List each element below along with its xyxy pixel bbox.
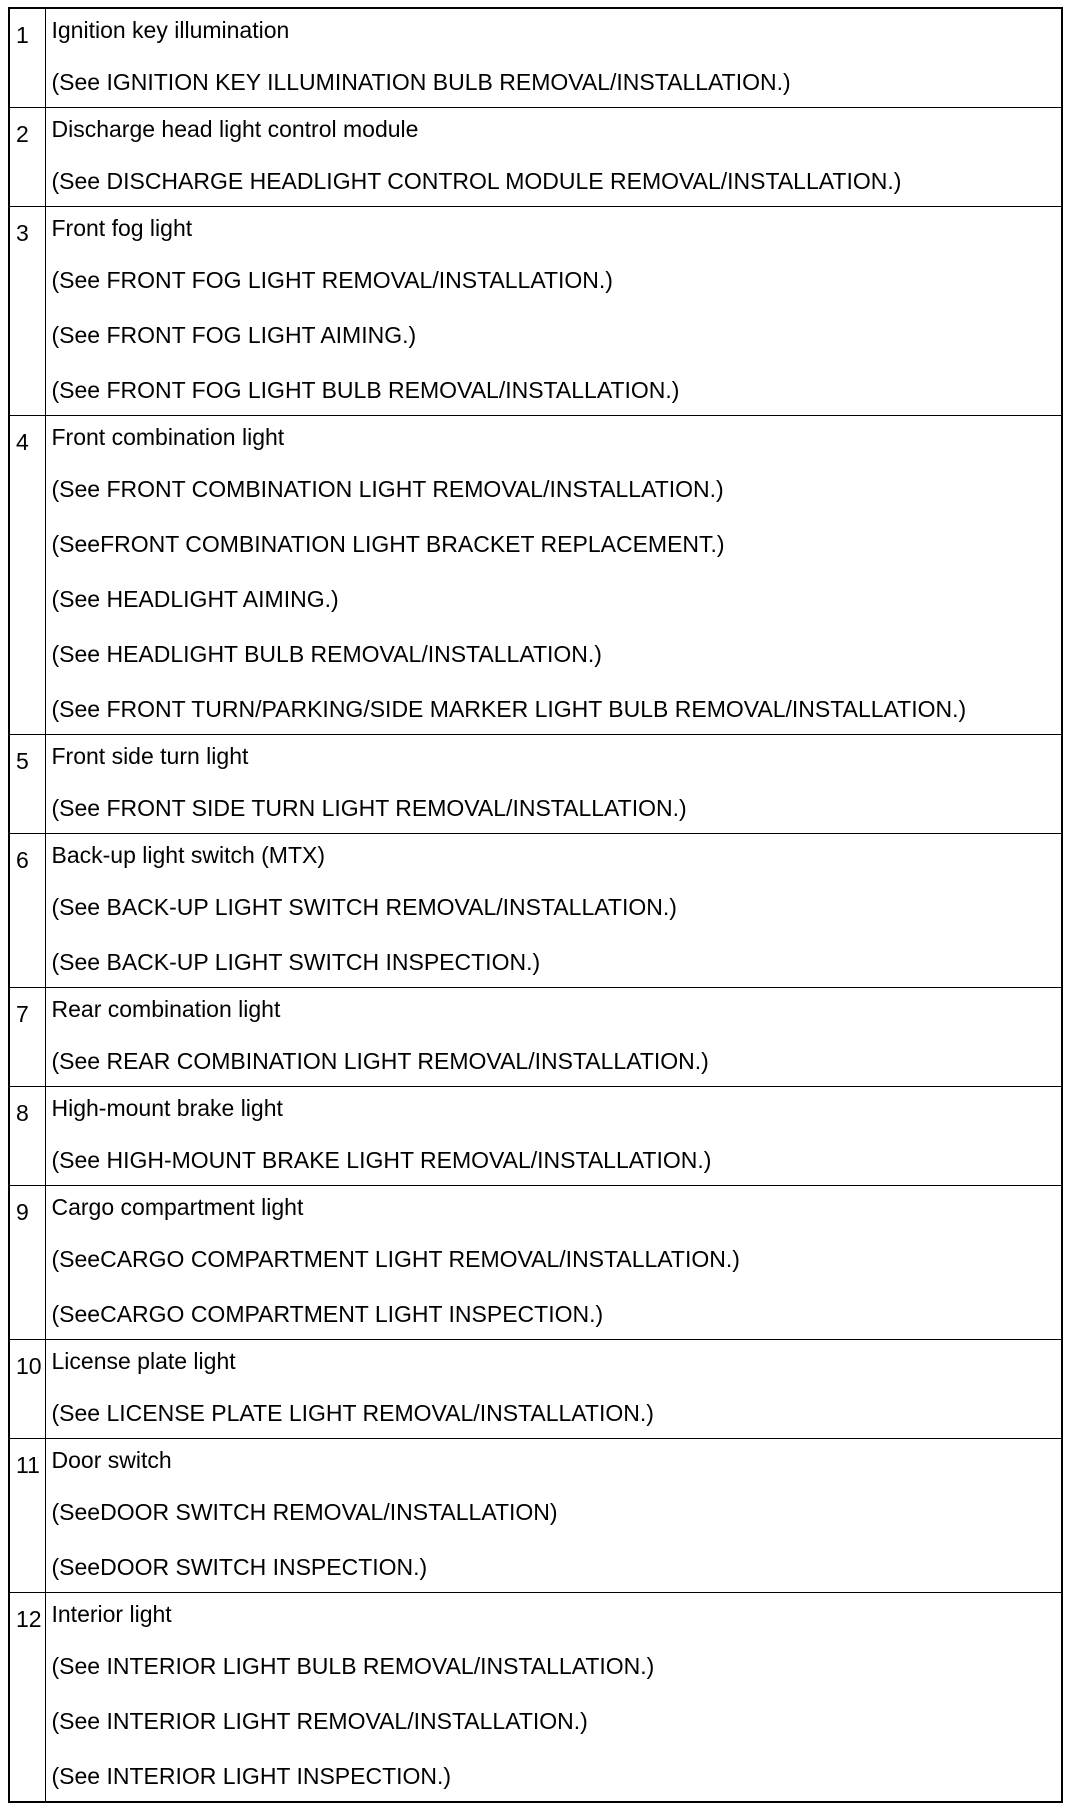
procedure-reference: (See DISCHARGE HEADLIGHT CONTROL MODULE REMOVAL/INSTALLATION.) [51, 168, 902, 194]
table-row [9, 1439, 1062, 1593]
procedure-reference: (See REAR COMBINATION LIGHT REMOVAL/INSTALLATION.) [51, 1048, 709, 1074]
item-name: Interior light [51, 1601, 172, 1627]
procedure-reference: (See FRONT FOG LIGHT BULB REMOVAL/INSTALLATION.) [51, 377, 680, 403]
table-row [9, 416, 1062, 735]
item-description-cell [45, 8, 1062, 108]
table-row [9, 1186, 1062, 1340]
item-name: Front side turn light [51, 743, 249, 769]
item-number: 12 [9, 1593, 45, 1803]
item-description-cell [45, 1593, 1062, 1803]
table-row [9, 207, 1062, 416]
item-name: Front combination light [51, 424, 285, 450]
procedure-reference: (See BACK-UP LIGHT SWITCH REMOVAL/INSTALLATION.) [51, 894, 677, 920]
item-description-cell [45, 1340, 1062, 1439]
table-row [9, 108, 1062, 207]
item-number: 5 [9, 735, 45, 834]
item-number: 3 [9, 207, 45, 416]
item-description-cell [45, 834, 1062, 988]
item-name: Cargo compartment light [51, 1194, 304, 1220]
procedure-reference: (See IGNITION KEY ILLUMINATION BULB REMOVAL/INSTALLATION.) [51, 69, 791, 95]
item-number: 1 [9, 8, 45, 108]
procedure-reference: (See FRONT FOG LIGHT AIMING.) [51, 322, 417, 348]
item-number: 4 [9, 416, 45, 735]
item-number: 8 [9, 1087, 45, 1186]
item-name: License plate light [51, 1348, 236, 1374]
item-description-cell [45, 1087, 1062, 1186]
procedure-reference: (See HIGH-MOUNT BRAKE LIGHT REMOVAL/INSTALLATION.) [51, 1147, 712, 1173]
item-number: 10 [9, 1340, 45, 1439]
procedure-reference: (SeeCARGO COMPARTMENT LIGHT INSPECTION.) [51, 1301, 604, 1327]
procedure-reference: (See HEADLIGHT BULB REMOVAL/INSTALLATION.) [51, 641, 602, 667]
procedure-reference: (See FRONT SIDE TURN LIGHT REMOVAL/INSTALLATION.) [51, 795, 687, 821]
table-row [9, 834, 1062, 988]
procedure-reference: (See BACK-UP LIGHT SWITCH INSPECTION.) [51, 949, 541, 975]
item-name: Ignition key illumination [51, 17, 290, 43]
table-row [9, 1593, 1062, 1803]
item-description-cell [45, 735, 1062, 834]
procedure-reference: (See LICENSE PLATE LIGHT REMOVAL/INSTALLATION.) [51, 1400, 654, 1426]
item-number: 6 [9, 834, 45, 988]
item-number: 9 [9, 1186, 45, 1340]
table-row [9, 1340, 1062, 1439]
item-number: 7 [9, 988, 45, 1087]
procedure-reference: (See INTERIOR LIGHT REMOVAL/INSTALLATION.) [51, 1708, 588, 1734]
procedure-reference: (SeeDOOR SWITCH INSPECTION.) [51, 1554, 428, 1580]
item-description-cell [45, 1186, 1062, 1340]
item-name: Discharge head light control module [51, 116, 419, 142]
parts-reference-table [8, 7, 1063, 1803]
procedure-reference: (SeeCARGO COMPARTMENT LIGHT REMOVAL/INSTALLATION.) [51, 1246, 740, 1272]
procedure-reference: (SeeDOOR SWITCH REMOVAL/INSTALLATION) [51, 1499, 558, 1525]
item-description-cell [45, 108, 1062, 207]
item-name: High-mount brake light [51, 1095, 283, 1121]
item-description-cell [45, 1439, 1062, 1593]
item-description-cell [45, 988, 1062, 1087]
item-name: Rear combination light [51, 996, 281, 1022]
item-number: 2 [9, 108, 45, 207]
item-name: Door switch [51, 1447, 172, 1473]
table-row [9, 735, 1062, 834]
procedure-reference: (See INTERIOR LIGHT INSPECTION.) [51, 1763, 452, 1789]
table-row [9, 988, 1062, 1087]
procedure-reference: (SeeFRONT COMBINATION LIGHT BRACKET REPLACEMENT.) [51, 531, 725, 557]
table-row [9, 8, 1062, 108]
procedure-reference: (See HEADLIGHT AIMING.) [51, 586, 339, 612]
item-name: Back-up light switch (MTX) [51, 842, 326, 868]
item-description-cell [45, 207, 1062, 416]
table-row [9, 1087, 1062, 1186]
table-body [9, 8, 1062, 1802]
procedure-reference: (See FRONT FOG LIGHT REMOVAL/INSTALLATION.) [51, 267, 613, 293]
item-name: Front fog light [51, 215, 193, 241]
item-number: 11 [9, 1439, 45, 1593]
procedure-reference: (See FRONT TURN/PARKING/SIDE MARKER LIGHT BULB REMOVAL/INSTALLATION.) [51, 696, 967, 722]
procedure-reference: (See FRONT COMBINATION LIGHT REMOVAL/INSTALLATION.) [51, 476, 724, 502]
procedure-reference: (See INTERIOR LIGHT BULB REMOVAL/INSTALLATION.) [51, 1653, 655, 1679]
item-description-cell [45, 416, 1062, 735]
